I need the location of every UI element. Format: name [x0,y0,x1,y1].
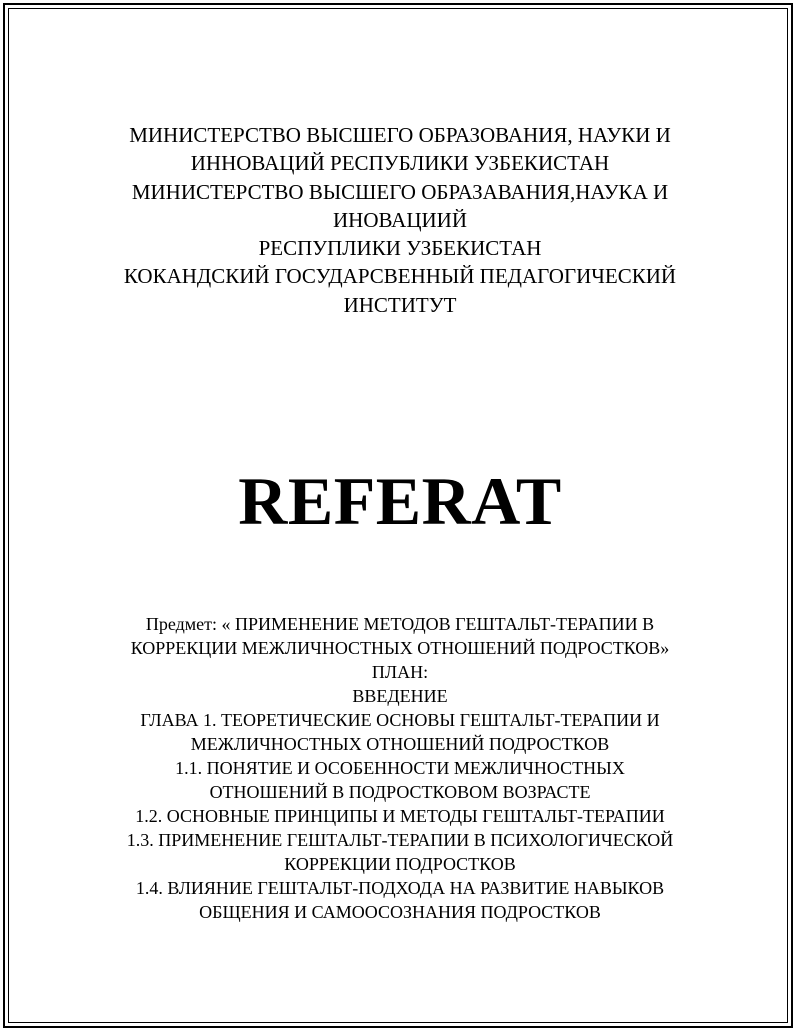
plan-item: ОТНОШЕНИЙ В ПОДРОСТКОВОМ ВОЗРАСТЕ [209,782,591,802]
header-line: ИННОВАЦИЙ РЕСПУБЛИКИ УЗБЕКИСТАН [190,151,610,176]
plan-item: 1.1. ПОНЯТИЕ И ОСОБЕННОСТИ МЕЖЛИЧНОСТНЫХ [175,758,625,778]
plan-item: 1.4. ВЛИЯНИЕ ГЕШТАЛЬТ-ПОДХОДА НА РАЗВИТИЕ НАВЫКОВ [135,878,665,898]
plan-item: ОБЩЕНИЯ И САМООСОЗНАНИЯ ПОДРОСТКОВ [199,902,601,922]
plan-item: 1.2. ОСНОВНЫЕ ПРИНЦИПЫ И МЕТОДЫ ГЕШТАЛЬТ-ТЕРАПИИ [135,806,665,826]
subject-line: КОРРЕКЦИИ МЕЖЛИЧНОСТНЫХ ОТНОШЕНИЙ ПОДРОСТКОВ» [130,638,670,658]
plan-heading: ПЛАН: [371,662,429,682]
header-line: РЕСПУПЛИКИ УЗБЕКИСТАН [258,236,542,261]
subject-and-plan [40,612,760,924]
header-line: КОКАНДСКИЙ ГОСУДАРСВЕННЫЙ ПЕДАГОГИЧЕСКИЙ [123,264,677,289]
subject-line: Предмет: « ПРИМЕНЕНИЕ МЕТОДОВ ГЕШТАЛЬТ-ТЕРАПИИ В [145,614,655,634]
plan-item: 1.3. ПРИМЕНЕНИЕ ГЕШТАЛЬТ-ТЕРАПИИ В ПСИХОЛОГИЧЕСКОЙ [126,830,674,850]
header-line: МИНИСТЕРСТВО ВЫСШЕГО ОБРАЗОВАНИЯ, НАУКИ И [129,123,671,147]
plan-item: КОРРЕКЦИИ ПОДРОСТКОВ [284,854,516,874]
header-line: МИНИСТЕРСТВО ВЫСШЕГО ОБРАЗАВАНИЯ,НАУКА И [131,179,669,204]
plan-item: ВВЕДЕНИЕ [352,686,448,706]
plan-item: ГЛАВА 1. ТЕОРЕТИЧЕСКИЕ ОСНОВЫ ГЕШТАЛЬТ-ТЕРАПИИ И [140,710,660,730]
document-title: REFERAT [238,463,562,539]
institution-header [40,121,760,319]
header-line: ИНОВАЦИИЙ [332,207,467,232]
plan-item: МЕЖЛИЧНОСТНЫХ ОТНОШЕНИЙ ПОДРОСТКОВ [190,734,610,754]
header-line: ИНСТИТУТ [343,292,457,317]
